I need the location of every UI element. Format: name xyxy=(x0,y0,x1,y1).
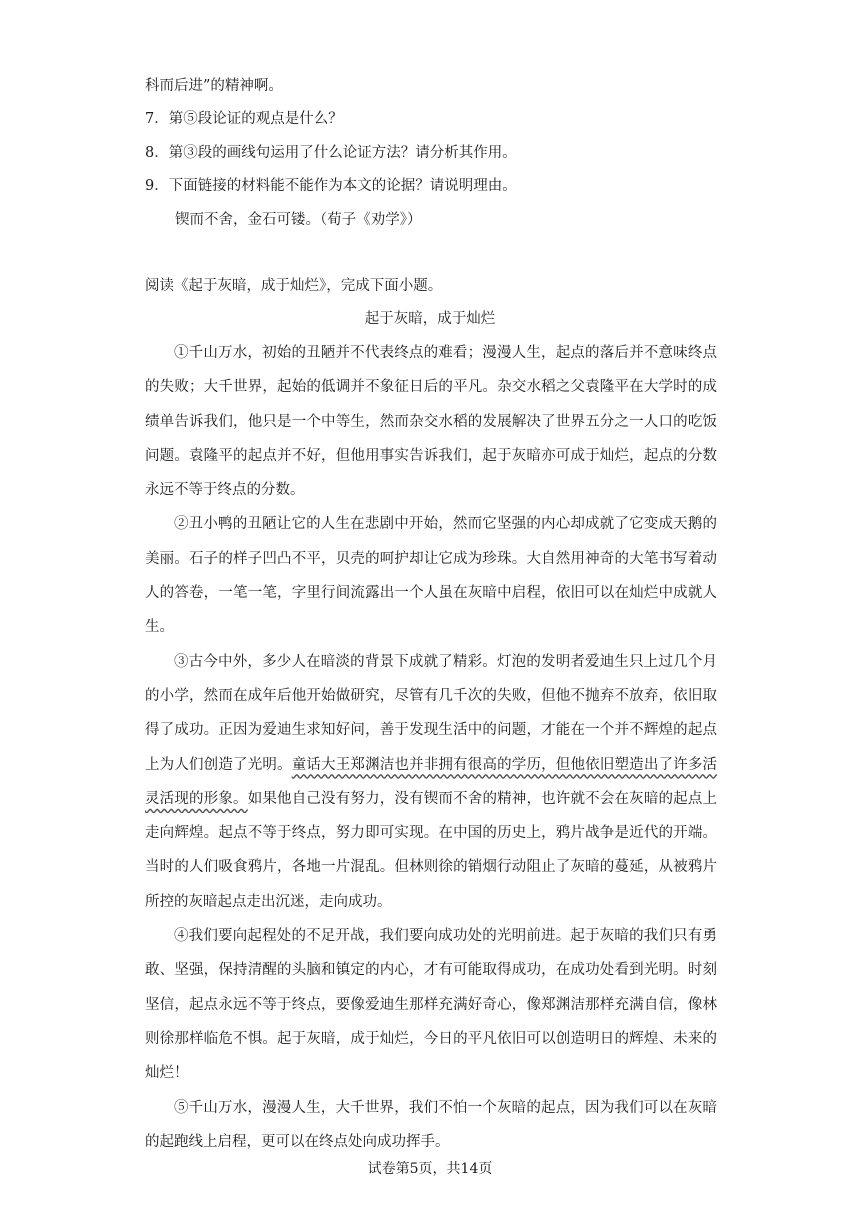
previous-text-continuation: 科而后进”的精神啊。 xyxy=(145,78,283,94)
paragraph-4: ④我们要向起程处的不足开战，我们要向成功处的光明前进。起于灰暗的我们只有勇敢、坚强，保持清醒的头脑和镇定的内心，才有可能取得成功，在成功处看到光明。时刻坚信，起点永远不等于终点，要像爱迪生那样充满好奇心，像郑渊洁那样充满自信，像林则徐那样临危不惧。起于灰暗，成于灿烂，今日的平凡依旧可以创造明日的辉煌、未来的灿烂！ xyxy=(145,928,717,1082)
article-title: 起于灰暗，成于灿烂 xyxy=(364,311,496,327)
reading-instruction: 阅读《起于灰暗，成于灿烂》，完成下面小题。 xyxy=(145,278,443,294)
underlined-sentence: 童话大王郑渊洁也并非拥有很高的学历，但他依旧塑造出了许多活灵活现的形象。 xyxy=(145,756,718,807)
question-9-material: 锲而不舍，金石可镂。（荀子《劝学》） xyxy=(175,212,422,228)
paragraph-1: ①千山万水，初始的丑陋并不代表终点的难看；漫漫人生，起点的落后并不意味终点的失败；大千世界，起始的低调并不象征日后的平凡。杂交水稻之父袁隆平在大学时的成绩单告诉我们，他只是一个中等生，然而杂交水稻的发展解决了世界五分之一人口的吃饭问题。袁隆平的起点并不好，但他用事实告诉我们，起于灰暗亦可成于灿烂，起点的分数永远不等于终点的分数。 xyxy=(145,345,717,499)
paragraph-3-text-after: 如果他自己没有努力，没有锲而不舍的精神，也许就不会在灰暗的起点上走向辉煌。起点不等于终点，努力即可实现。在中国的历史上，鸦片战争是近代的开端。当时的人们吸食鸦片，各地一片混乱。但林则徐的销烟行动阻止了灰暗的蔓延，从被鸦片所控的灰暗起点走出沉迷，走向成功。 xyxy=(145,790,718,910)
page-footer: 试卷第5页，共14页 xyxy=(367,1161,493,1177)
paragraph-5: ⑤千山万水，漫漫人生，大千世界，我们不怕一个灰暗的起点，因为我们可以在灰暗的起跑线上启程，更可以在终点处向成功挥手。 xyxy=(145,1099,717,1150)
paragraph-2: ②丑小鸭的丑陋让它的人生在悲剧中开始，然而它坚强的内心却成就了它变成天鹅的美丽。石子的样子凹凸不平，贝壳的呵护却让它成为珍珠。大自然用神奇的大笔书写着动人的答卷，一笔一笔，字里行间流露出一个人虽在灰暗中启程，依旧可以在灿烂中成就人生。 xyxy=(145,516,717,636)
question-8: 8．第③段的画线句运用了什么论证方法？请分析其作用。 xyxy=(145,145,517,161)
paragraph-3-text-before: ③古今中外，多少人在暗淡的背景下成就了精彩。灯泡的发明者爱迪生只上过几个月的小学，然而在成年后他开始做研究，尽管有几千次的失败，但他不抛弃不放弃，依旧取得了成功。正因为爱迪生求知好问，善于发现生活中的问题，才能在一个并不辉煌的起点上为人们创造了光明。 xyxy=(145,653,717,773)
article-body xyxy=(145,336,717,1159)
question-9: 9．下面链接的材料能不能作为本文的论据？请说明理由。 xyxy=(145,178,517,194)
paragraph-3 xyxy=(145,645,717,919)
question-7: 7．第⑤段论证的观点是什么？ xyxy=(145,111,343,127)
